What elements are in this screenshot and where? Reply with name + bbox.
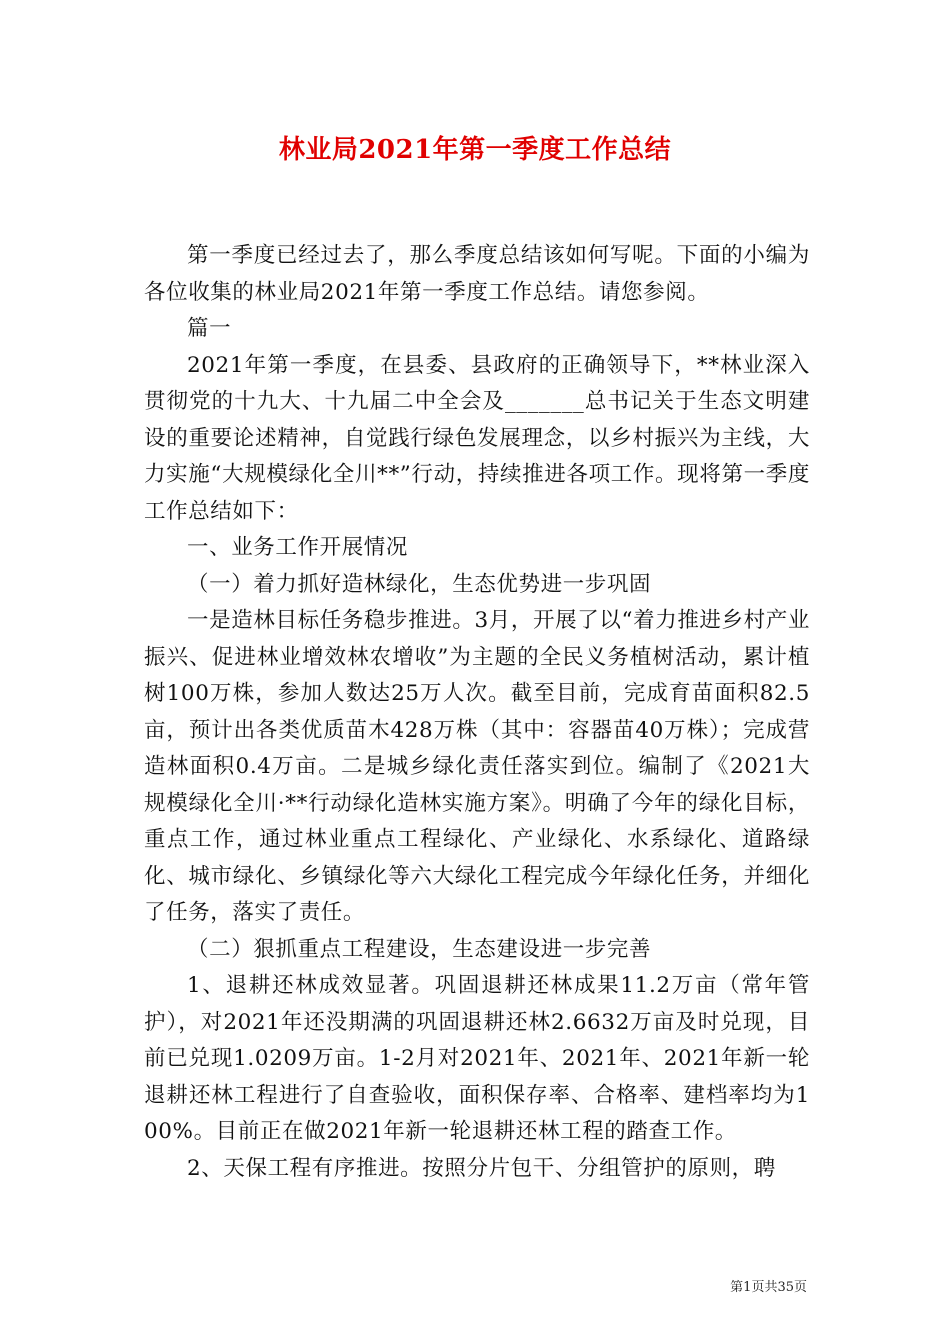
document-body <box>144 238 810 1187</box>
paragraph-overview: 2021年第一季度，在县委、县政府的正确领导下，**林业深入贯彻党的十九大、十九届二中全会及_______总书记关于生态文明建设的重要论述精神，自觉践行绿色发展理念，以乡村振兴为主线，大力实施“大规模绿化全川**”行动，持续推进各项工作。现将第一季度工作总结如下： <box>144 352 810 524</box>
paragraph-subheading-2: （二）狠抓重点工程建设，生态建设进一步完善 <box>187 936 652 962</box>
paragraph-section-label: 篇一 <box>187 316 232 341</box>
paragraph-forest-protection: 2、天保工程有序推进。按照分片包干、分组管护的原则，聘 <box>187 1155 776 1181</box>
page-number-footer: 第1页共35页 <box>730 1280 807 1295</box>
paragraph-grain-for-green: 1、退耕还林成效显著。巩固退耕还林成果11.2万亩（常年管护），对2021年还没期满的巩固退耕还林2.6632万亩及时兑现，目前已兑现1.0209万亩。1-2月对2021年、2021年、2021年新一轮退耕还林工程进行了自查验收，面积保存率、合格率、建档率均为100%。目前正在做2021年新一轮退耕还林工程的踏查工作。 <box>144 973 810 1144</box>
document-title: 林业局2021年第一季度工作总结 <box>278 135 672 165</box>
paragraph-intro: 第一季度已经过去了，那么季度总结该如何写呢。下面的小编为各位收集的林业局2021年第一季度工作总结。请您参阅。 <box>144 243 810 305</box>
paragraph-afforestation: 一是造林目标任务稳步推进。3月，开展了以“着力推进乡村产业振兴、促进林业增效林农增收”为主题的全民义务植树活动，累计植树100万株，参加人数达25万人次。截至目前，完成育苗面积82.5亩，预计出各类优质苗木428万株（其中：容器苗40万株）；完成营造林面积0.4万亩。二是城乡绿化责任落实到位。编制了《2021大规模绿化全川·**行动绿化造林实施方案》。明确了今年的绿化目标，重点工作，通过林业重点工程绿化、产业绿化、水系绿化、道路绿化、城市绿化、乡镇绿化等六大绿化工程完成今年绿化任务，并细化了任务，落实了责任。 <box>144 608 810 925</box>
paragraph-heading-1: 一、业务工作开展情况 <box>187 535 409 560</box>
paragraph-subheading-1: （一）着力抓好造林绿化，生态优势进一步巩固 <box>187 571 652 597</box>
